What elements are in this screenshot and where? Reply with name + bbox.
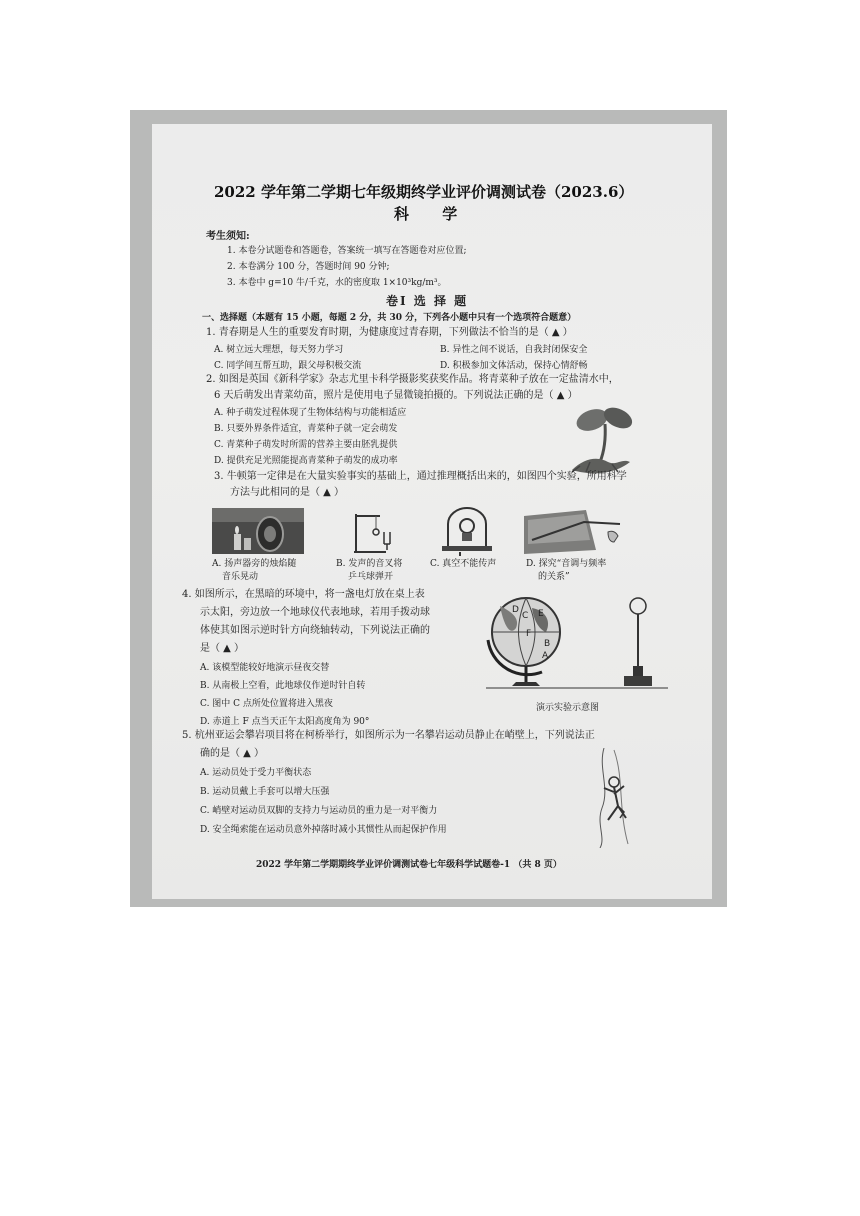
- q4-figure-caption: 演示实验示意图: [536, 703, 600, 713]
- q3-caption-b-cont: 乒乓球弹开: [348, 572, 394, 582]
- q1-option-c: C. 同学间互帮互助，跟父母积极交流: [214, 361, 362, 371]
- q3-caption-d: D. 探究“音调与频率: [526, 559, 607, 569]
- question-5-stem-cont: 确的是（ ▲ ）: [200, 748, 265, 759]
- q5-option-a: A. 运动员处于受力平衡状态: [200, 768, 312, 778]
- paper-title: 2022 学年第二学期七年级期终学业评价调测试卷（2023.6）: [214, 183, 634, 201]
- section-title: 卷I 选 择 题: [386, 294, 469, 308]
- globe-label-e: E: [538, 609, 544, 619]
- q1-option-d: D. 积极参加文体活动，保持心情舒畅: [440, 361, 588, 371]
- part-heading: 一、选择题（本题有 15 小题，每题 2 分，共 30 分，下列各小题中只有一个选项符合题意）: [202, 313, 577, 323]
- q4-option-a: A. 该模型能较好地演示昼夜交替: [200, 663, 330, 673]
- globe-lamp-diagram: [486, 582, 676, 694]
- notice-item: 2. 本卷满分 100 分，答题时间 90 分钟;: [227, 262, 390, 272]
- question-4-stem: 4. 如图所示，在黑暗的环境中，将一盏电灯放在桌上表: [182, 589, 425, 600]
- question-3-stem: 3. 牛顿第一定律是在大量实验事实的基础上，通过推理概括出来的，如图四个实验，所用科学: [214, 471, 627, 482]
- globe-label-c: C: [522, 611, 529, 621]
- vacuum-bell-jar-image: [438, 506, 496, 556]
- notice-item: 3. 本卷中 g=10 牛/千克，水的密度取 1×10³kg/m³。: [227, 278, 447, 288]
- q1-option-a: A. 树立远大理想，每天努力学习: [214, 345, 344, 355]
- q5-option-d: D. 安全绳索能在运动员意外掉落时减小其惯性从而起保护作用: [200, 825, 447, 835]
- rock-climber-image: [584, 748, 654, 848]
- question-4-stem-cont: 体使其如图示逆时针方向绕轴转动，下列说法正确的: [200, 625, 430, 636]
- q2-option-d: D. 提供充足光照能提高青菜种子萌发的成功率: [214, 456, 398, 466]
- q5-option-c: C. 峭壁对运动员双脚的支持力与运动员的重力是一对平衡力: [200, 806, 438, 816]
- question-4-stem-cont: 示太阳，旁边放一个地球仪代表地球，若用手拨动球: [200, 607, 430, 618]
- q1-option-b: B. 异性之间不说话，自我封闭保安全: [440, 345, 588, 355]
- tuning-fork-pingpong-image: [346, 508, 406, 554]
- notice-heading: 考生须知:: [206, 231, 250, 242]
- seedling-micrograph-image: [550, 400, 660, 482]
- q4-option-b: B. 从南极上空看，此地球仪作逆时针自转: [200, 681, 366, 691]
- q3-caption-d-cont: 的关系”: [538, 572, 570, 582]
- globe-label-d: D: [512, 605, 519, 615]
- globe-label-f: F: [526, 629, 532, 639]
- q4-option-d: D. 赤道上 F 点当天正午太阳高度角为 90°: [200, 717, 370, 727]
- exam-paper: [152, 124, 712, 899]
- q2-option-b: B. 只要外界条件适宜，青菜种子就一定会萌发: [214, 424, 398, 434]
- speaker-candle-image: [212, 508, 304, 554]
- question-2-stem: 2. 如图是英国《新科学家》杂志尤里卡科学摄影奖获奖作品。将青菜种子放在一定盐清水中，: [206, 374, 619, 385]
- q3-caption-c: C. 真空不能传声: [430, 559, 497, 569]
- q3-caption-a-cont: 音乐晃动: [222, 572, 259, 582]
- page-footer: 2022 学年第二学期期终学业评价调测试卷七年级科学试题卷-1 （共 8 页）: [256, 860, 562, 870]
- question-1-stem: 1. 青春期是人生的重要发育时期，为健康度过青春期，下列做法不恰当的是（ ▲ ）: [206, 327, 573, 338]
- globe-label-a: A: [542, 651, 549, 661]
- question-5-stem: 5. 杭州亚运会攀岩项目将在柯桥举行，如图所示为一名攀岩运动员静止在峭壁上，下列说法正: [182, 730, 595, 741]
- q4-option-c: C. 图中 C 点所处位置将进入黑夜: [200, 699, 333, 709]
- q2-option-a: A. 种子萌发过程体现了生物体结构与功能相适应: [214, 408, 407, 418]
- q3-caption-b: B. 发声的音叉将: [336, 559, 403, 569]
- notice-item: 1. 本卷分试题卷和答题卷，答案统一填写在答题卷对应位置;: [227, 246, 467, 256]
- question-2-stem-cont: 6 天后萌发出青菜幼苗，照片是使用电子显微镜拍摄的。下列说法正确的是（ ▲ ）: [214, 390, 578, 401]
- globe-label-b: B: [544, 639, 551, 649]
- question-3-stem-cont: 方法与此相同的是（ ▲ ）: [230, 487, 345, 498]
- question-4-stem-cont: 是（ ▲ ）: [200, 643, 245, 654]
- photo-frame: [130, 110, 727, 907]
- subject-title: 科 学: [394, 205, 472, 223]
- ruler-pitch-frequency-image: [524, 510, 622, 554]
- q3-caption-a: A. 扬声器旁的烛焰随: [212, 559, 297, 569]
- q5-option-b: B. 运动员戴上手套可以增大压强: [200, 787, 330, 797]
- q2-option-c: C. 青菜种子萌发时所需的营养主要由胚乳提供: [214, 440, 398, 450]
